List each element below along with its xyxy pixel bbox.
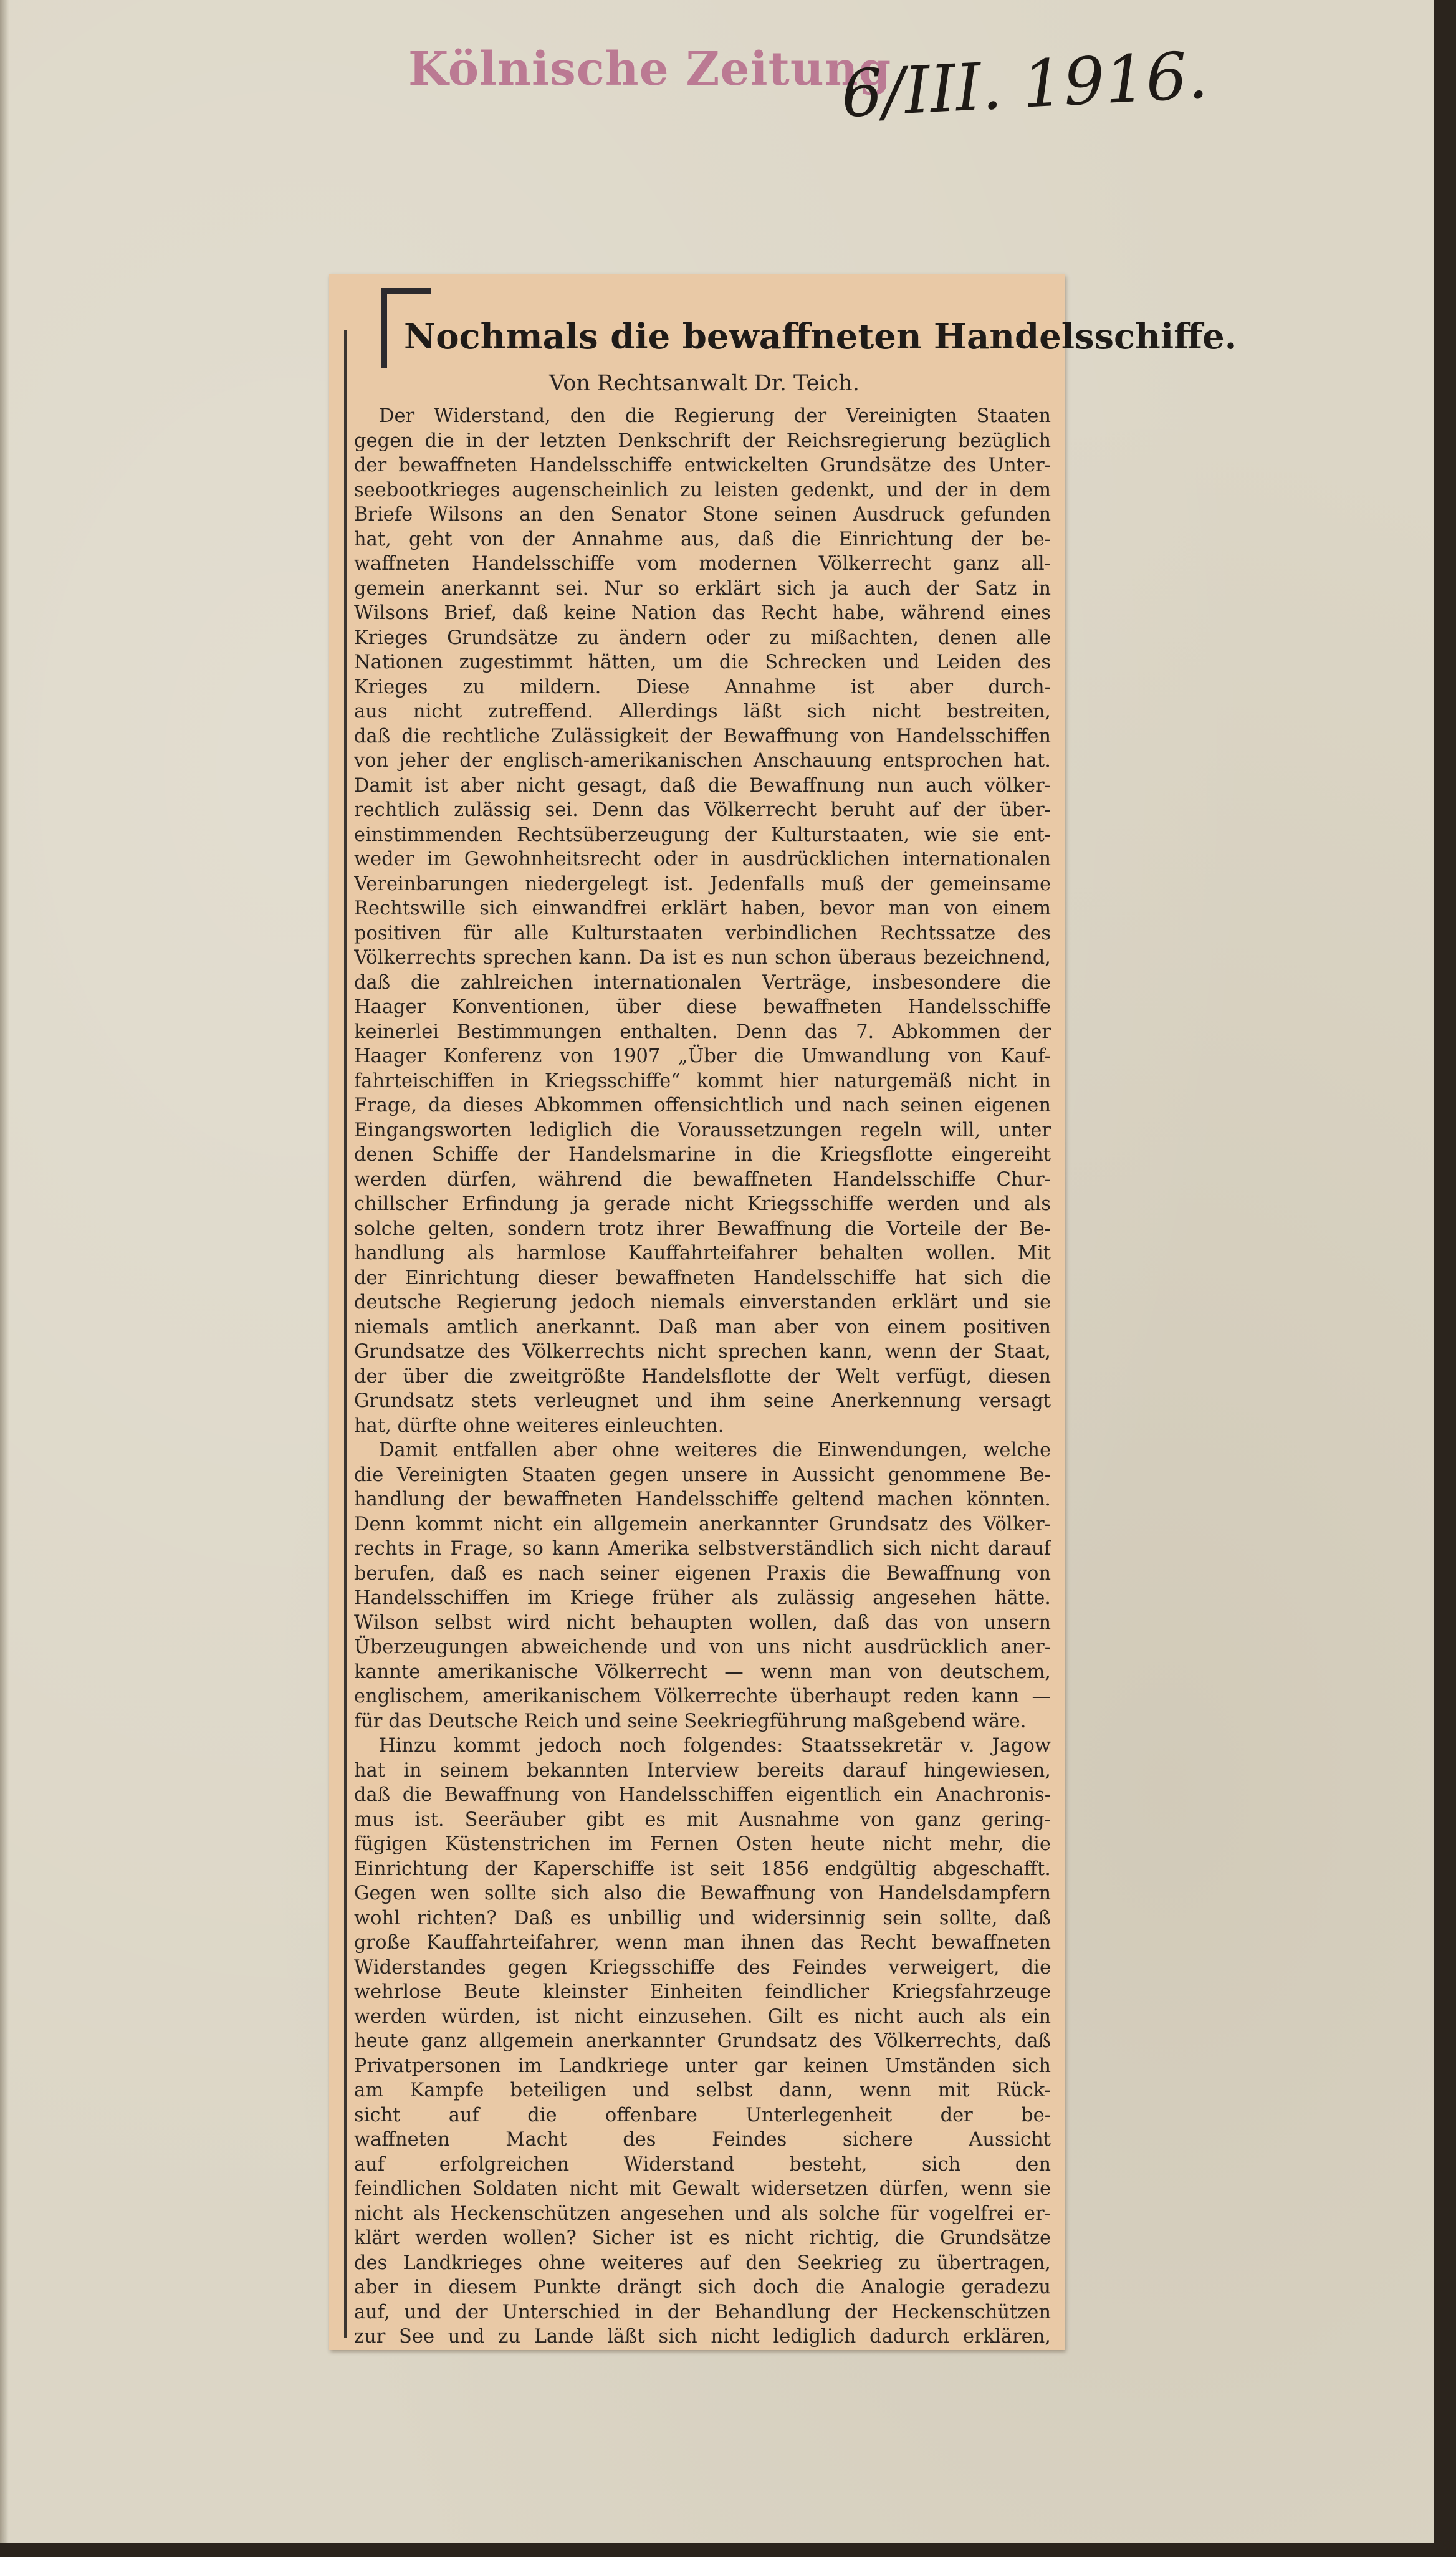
article-line: deutsche Regierung jedoch niemals einverstanden erklärt und sie	[354, 1292, 1051, 1313]
article-line: des Landkrieges ohne weiteres auf den Seekrieg zu übertragen,	[354, 2252, 1051, 2274]
article-line: von jeher der englisch-amerikanischen Anschauung entsprochen hat.	[354, 750, 1051, 772]
article-line: werden dürfen, während die bewaffneten Handelsschiffe Chur-	[354, 1168, 1051, 1191]
article-line: gegen die in der letzten Denkschrift der Reichsregierung bezüglich	[354, 429, 1051, 452]
article-line: chillscher Erfindung ja gerade nicht Kriegsschiffe werden und als	[354, 1193, 1051, 1215]
article-line: keinerlei Bestimmungen enthalten. Denn das 7. Abkommen der	[354, 1020, 1051, 1043]
article-line: Gegen wen sollte sich also die Bewaffnung von Handelsdampfern	[354, 1883, 1051, 1904]
sheet-left-fold	[0, 0, 9, 2557]
article-line: Grundsatze des Völkerrechts nicht sprechen kann, wenn der Staat,	[354, 1341, 1051, 1363]
article-byline: Von Rechtsanwalt Dr. Teich.	[549, 371, 860, 396]
article-line: hat, dürfte ohne weiteres einleuchten.	[354, 1414, 724, 1437]
article-line: berufen, daß es nach seiner eigenen Praxis die Bewaffnung von	[354, 1562, 1051, 1585]
article-line: aber in diesem Punkte drängt sich doch die Analogie geradezu	[354, 2276, 1051, 2298]
article-line: Grundsatz stets verleugnet und ihm seine Anerkennung versagt	[354, 1390, 1051, 1412]
article-line: kannte amerikanische Völkerrecht — wenn man von deutschem,	[354, 1661, 1051, 1683]
article-line: Hinzu kommt jedoch noch folgendes: Staatssekretär v. Jagow	[379, 1735, 1051, 1757]
article-line: der Einrichtung dieser bewaffneten Handelsschiffe hat sich die	[354, 1267, 1051, 1289]
article-line: rechts in Frage, so kann Amerika selbstverständlich sich nicht darauf	[354, 1538, 1051, 1560]
article-body	[354, 404, 1051, 2349]
article-line: seebootkrieges augenscheinlich zu leisten gedenkt, und der in dem	[354, 479, 1051, 501]
article-line: niemals amtlich anerkannt. Daß man aber von einem positiven	[354, 1316, 1051, 1338]
article-line: daß die zahlreichen internationalen Verträge, insbesondere die	[354, 971, 1051, 994]
article-line: Privatpersonen im Landkriege unter gar keinen Umständen sich	[354, 2055, 1051, 2077]
article-line: Handelsschiffen im Kriege früher als zulässig angesehen hätte.	[354, 1587, 1051, 1609]
article-line: hat in seinem bekannten Interview bereits darauf hingewiesen,	[354, 1759, 1051, 1782]
newspaper-stamp: Kölnische Zeitung	[408, 42, 892, 96]
article-line: aus nicht zutreffend. Allerdings läßt sich nicht bestreiten,	[354, 701, 1051, 722]
article-line: wohl richten? Daß es unbillig und widersinnig sein sollte, daß	[354, 1907, 1051, 1929]
article-line: Völkerrechts sprechen kann. Da ist es nun schon überaus bezeichnend,	[354, 947, 1051, 969]
article-line: Damit entfallen aber ohne weiteres die Einwendungen, welche	[379, 1439, 1051, 1461]
article-line: große Kauffahrteifahrer, wenn man ihnen das Recht bewaffneten	[354, 1932, 1051, 1954]
article-line: Briefe Wilsons an den Senator Stone seinen Ausdruck gefunden	[354, 504, 1051, 525]
article-line: handlung der bewaffneten Handelsschiffe geltend machen könnten.	[354, 1489, 1051, 1510]
article-line: Der Widerstand, den die Regierung der Vereinigten Staaten	[379, 405, 1051, 427]
article-line: der bewaffneten Handelsschiffe entwickelten Grundsätze des Unter-	[354, 454, 1051, 476]
scan-edge-bottom	[0, 2543, 1456, 2557]
article-line: Krieges zu mildern. Diese Annahme ist aber durch-	[354, 676, 1051, 698]
article-line: Denn kommt nicht ein allgemein anerkannter Grundsatz des Völker-	[354, 1513, 1051, 1535]
article-line: feindlichen Soldaten nicht mit Gewalt widersetzen dürfen, wenn sie	[354, 2178, 1051, 2200]
article-line: Eingangsworten lediglich die Voraussetzungen regeln will, unter	[354, 1119, 1051, 1141]
article-line: rechtlich zulässig sei. Denn das Völkerrecht beruht auf der über-	[354, 799, 1051, 821]
article-title: Nochmals die bewaffneten Handelsschiffe.	[404, 316, 1237, 357]
handwritten-date: 6/III. 1916.	[839, 37, 1210, 132]
article-line: solche gelten, sondern trotz ihrer Bewaffnung die Vorteile der Be-	[354, 1217, 1051, 1240]
article-line: werden würden, ist nicht einzusehen. Gilt es nicht auch als ein	[354, 2005, 1051, 2028]
article-line: hat, geht von der Annahme aus, daß die Einrichtung der be-	[354, 528, 1051, 550]
article-line: einstimmenden Rechtsüberzeugung der Kulturstaaten, wie sie ent-	[354, 823, 1051, 846]
article-line: englischem, amerikanischem Völkerrechte überhaupt reden kann —	[354, 1686, 1051, 1707]
article-line: Damit ist aber nicht gesagt, daß die Bewaffnung nun auch völker-	[354, 774, 1051, 797]
article-line: Einrichtung der Kaperschiffe ist seit 1856 endgültig abgeschafft.	[354, 1858, 1051, 1880]
article-line: nicht als Heckenschützen angesehen und als solche für vogelfrei er-	[354, 2202, 1051, 2225]
article-line: Haager Konventionen, über diese bewaffneten Handelsschiffe	[354, 996, 1051, 1018]
article-line: denen Schiffe der Handelsmarine in die Kriegsflotte eingereiht	[354, 1144, 1051, 1166]
article-line: die Vereinigten Staaten gegen unsere in Aussicht genommene Be-	[354, 1464, 1051, 1486]
article-line: Frage, da dieses Abkommen offensichtlich und nach seinen eigenen	[354, 1095, 1051, 1116]
article-line: auf erfolgreichen Widerstand besteht, sich den	[354, 2153, 1051, 2176]
article-line: waffneten Handelsschiffe vom modernen Völkerrecht ganz all-	[354, 553, 1051, 575]
article-line: klärt werden wollen? Sicher ist es nicht richtig, die Grundsätze	[354, 2227, 1051, 2249]
article-line: daß die rechtliche Zulässigkeit der Bewaffnung von Handelsschiffen	[354, 725, 1051, 747]
article-line: mus ist. Seeräuber gibt es mit Ausnahme von ganz gering-	[354, 1808, 1051, 1831]
article-line: handlung als harmlose Kauffahrteifahrer behalten wollen. Mit	[354, 1242, 1051, 1264]
article-line: der über die zweitgrößte Handelsflotte der Welt verfügt, diesen	[354, 1365, 1051, 1388]
article-line: Nationen zugestimmt hätten, um die Schrecken und Leiden des	[354, 651, 1051, 673]
article-line: heute ganz allgemein anerkannter Grundsatz des Völkerrechts, daß	[354, 2030, 1051, 2052]
article-line: Rechtswille sich einwandfrei erklärt haben, bevor man von einem	[354, 898, 1051, 919]
article-line: Widerstandes gegen Kriegsschiffe des Feindes verweigert, die	[354, 1956, 1051, 1979]
article-line: fügigen Küstenstrichen im Fernen Osten heute nicht mehr, die	[354, 1833, 1051, 1855]
column-rule	[344, 330, 347, 2338]
article-line: Haager Konferenz von 1907 „Über die Umwandlung von Kauf-	[354, 1045, 1051, 1067]
article-line: auf, und der Unterschied in der Behandlung der Heckenschützen	[354, 2301, 1051, 2323]
article-line: Vereinbarungen niedergelegt ist. Jedenfalls muß der gemeinsame	[354, 873, 1051, 895]
article-line: weder im Gewohnheitsrecht oder in ausdrücklichen internationalen	[354, 848, 1051, 870]
article-line: sicht auf die offenbare Unterlegenheit der be-	[354, 2104, 1051, 2126]
article-line: am Kampfe beteiligen und selbst dann, wenn mit Rück-	[354, 2080, 1051, 2101]
article-line: gemein anerkannt sei. Nur so erklärt sich ja auch der Satz in	[354, 577, 1051, 600]
article-line: Wilson selbst wird nicht behaupten wollen, daß das von unsern	[354, 1611, 1051, 1634]
article-line: Krieges Grundsätze zu ändern oder zu mißachten, denen alle	[354, 626, 1051, 649]
article-line: fahrteischiffen in Kriegsschiffe“ kommt hier naturgemäß nicht in	[354, 1070, 1051, 1092]
article-line: Überzeugungen abweichende und von uns nicht ausdrücklich aner-	[354, 1636, 1051, 1658]
article-line: Wilsons Brief, daß keine Nation das Recht habe, während eines	[354, 602, 1051, 624]
article-line: für das Deutsche Reich und seine Seekriegführung maßgebend wäre.	[354, 1710, 1027, 1732]
scan-edge-right	[1434, 0, 1456, 2557]
article-line: positiven für alle Kulturstaaten verbindlichen Rechtssatze des	[354, 922, 1051, 944]
article-line: daß die Bewaffnung von Handelsschiffen eigentlich ein Anachronis-	[354, 1784, 1051, 1806]
article-line: waffneten Macht des Feindes sichere Aussicht	[354, 2129, 1051, 2151]
article-line: zur See und zu Lande läßt sich nicht lediglich dadurch erklären,	[354, 2326, 1051, 2348]
article-line: wehrlose Beute kleinster Einheiten feindlicher Kriegsfahrzeuge	[354, 1981, 1051, 2003]
